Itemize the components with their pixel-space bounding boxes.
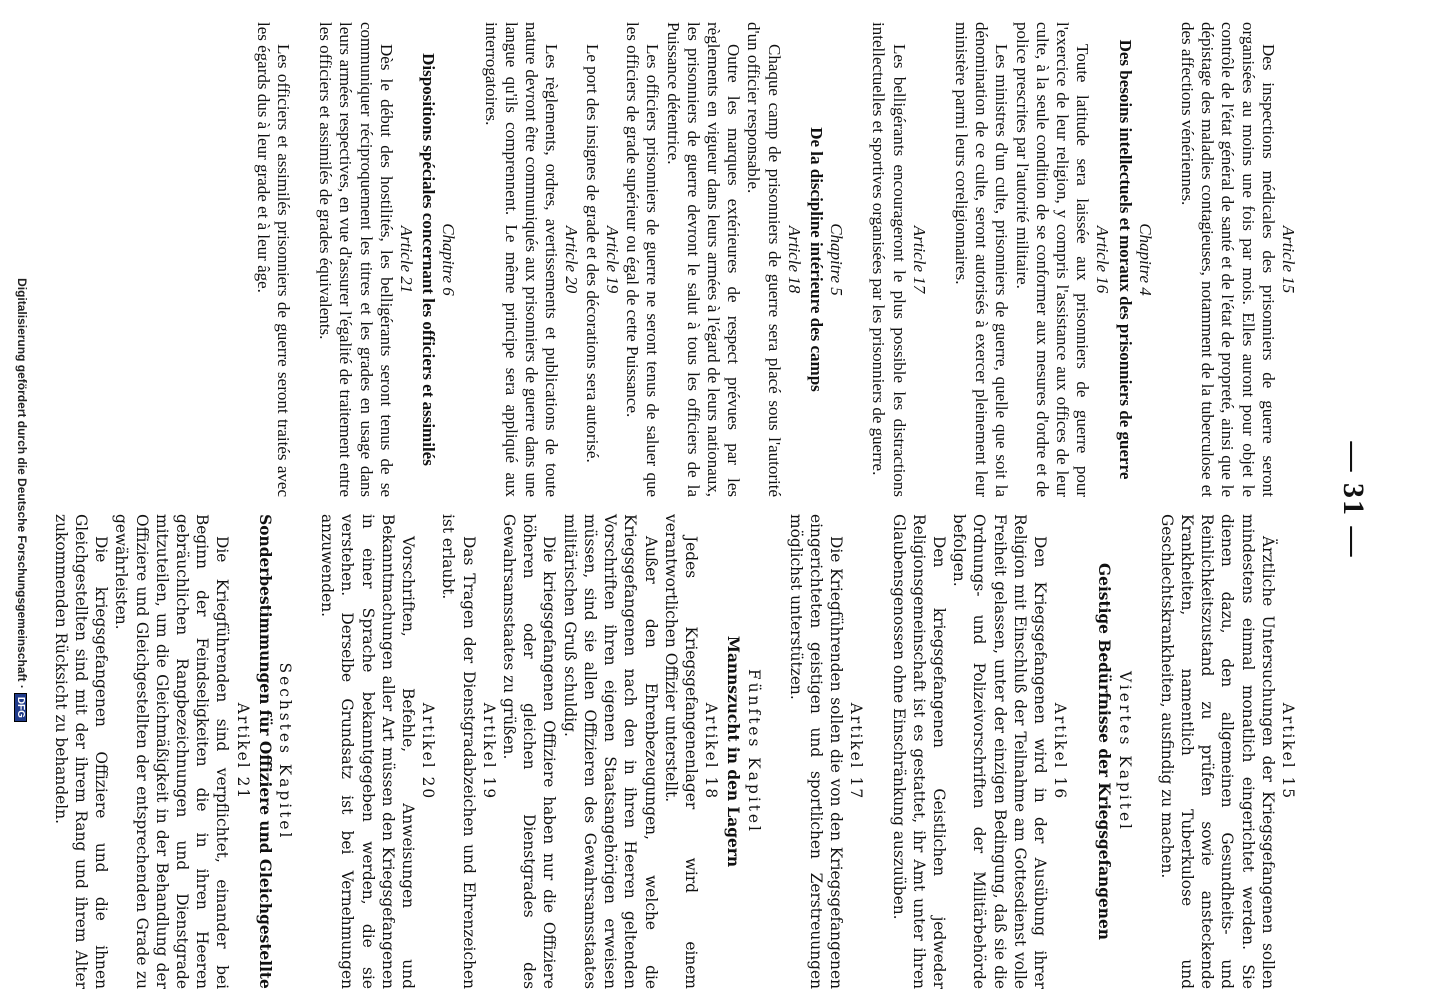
dfg-footer xyxy=(14,0,29,1000)
fr-article-15-title: Article 15 xyxy=(1279,225,1298,294)
dfg-logo: DFG xyxy=(14,693,27,722)
fr-article-18-text-3: Les officiers prisonniers de guerre ne seront tenus de saluer que les officiers de grade supérieur ou égal de cette Puissance. xyxy=(623,22,663,497)
de-chapter-4-title: Viertes Kapitel xyxy=(1115,671,1134,832)
de-article-20-title: Artikel 20 xyxy=(419,702,438,801)
de-article-18-text-3: Die kriegsgefangenen Offiziere haben nur die Offiziere höheren oder gleichen Dienstgrades des Gewahrsamsstaates zu grüßen. xyxy=(500,514,559,989)
fr-chapter-6-title: Chapitre 6 xyxy=(439,223,459,296)
de-article-16-text-1: Den Kriegsgefangenen wird in der Ausübung ihrer Religion mit Einschluß der Teilnahme am Gottesdienst volle Freiheit gelassen, unter der einzigen Bedingung, daß sie die Ordnungs- und Polizeivorschriften der Militärbehörde befolgen. xyxy=(950,514,1049,989)
de-chapter-5-subtitle: Mannszucht in den Lagern xyxy=(724,635,743,868)
de-article-18-title: Artikel 18 xyxy=(702,702,721,801)
de-article-17-text: Die Kriegführenden sollen die von den Kriegsgefangenen eingerichteten geistigen und sportlichen Zerstreuungen möglichst unterstützen. xyxy=(786,514,846,989)
page-number: — 31 — xyxy=(1337,441,1370,559)
de-article-15-text: Ärztliche Untersuchungen der Kriegsgefangenen sollen mindestens einmal monatlich eingerichtet werden. Sie dienen dazu, den allgemeinen Gesundheits- und Reinlichkeitszustand zu prüfen sowie ansteckende Krankheiten, namentlich Tuberkulose und Geschlechtskrankheiten, ausfindig zu machen. xyxy=(1157,514,1277,989)
fr-article-18-text-2: Outre les marques extérieures de respect prévues par les règlements en vigueur dans leurs armées à l'égard de leurs nationaux, les prisonniers de guerre devront le salut à tous les officiers de la Puissance détentrice. xyxy=(663,22,744,497)
de-chapter-4-subtitle: Geistige Bedürfnisse der Kriegsgefangenen xyxy=(1095,563,1114,940)
fr-chapter-5-subtitle: De la discipline intérieure des camps xyxy=(806,127,826,392)
de-article-21-text-2: Die kriegsgefangenen Offiziere und die ihnen Gleichgestellten sind mit der ihrem Rang und ihrem Alter zukommenden Rücksicht zu behandeln. xyxy=(51,514,111,989)
fr-article-16-text-1: Toute latitude sera laissée aux prisonniers de guerre pour l'exercice de leur religion, y compris l'assistance aux offices de leur culte, à la seule condition de se conformer aux mesures d'ordre et de police prescrites par l'autorité militaire. xyxy=(1012,22,1093,497)
fr-article-18-title: Article 18 xyxy=(784,225,804,294)
fr-article-20-text: Les règlements, ordres, avertissements et publications de toute nature devront être communiqués aux prisonniers de guerre dans une langue qu'ils comprennent. Le même principe sera appliqué aux interrogatoires. xyxy=(481,22,562,497)
de-article-21-title: Artikel 21 xyxy=(233,702,252,801)
de-article-16-title: Artikel 16 xyxy=(1051,702,1070,801)
de-article-20-text: Vorschriften, Befehle, Anweisungen und Bekanntmachungen aller Art müssen den Kriegsgefangenen in einer Sprache bekanntgegeben werden, die sie verstehen. Derselbe Grundsatz ist bei Vernehmungen anzuwenden. xyxy=(318,514,418,989)
de-chapter-6-subtitle: Sonderbestimmungen für Offiziere und Gleichgestellte xyxy=(255,514,274,989)
french-column xyxy=(253,22,1298,497)
fr-article-18-text-1: Chaque camp de prisonniers de guerre sera placé sous l'autorité d'un officier responsable. xyxy=(744,22,784,497)
fr-chapter-5-title: Chapitre 5 xyxy=(827,223,847,296)
de-article-19-text: Das Tragen der Dienstgradabzeichen und Ehrenzeichen ist erlaubt. xyxy=(439,514,478,989)
fr-article-16-title: Article 16 xyxy=(1093,225,1113,294)
fr-chapter-6-subtitle: Dispositions spéciales concernant les officiers et assimilés xyxy=(419,53,439,466)
fr-chapter-4-subtitle: Des besoins intellectuels et moraux des prisonniers de guerre xyxy=(1115,39,1135,480)
german-column xyxy=(51,514,1298,989)
fr-chapter-4-title: Chapitre 4 xyxy=(1135,223,1155,296)
de-article-17-title: Artikel 17 xyxy=(847,702,866,801)
fr-article-16-text-2: Les ministres d'un culte, prisonniers de guerre, quelle que soit la dénomination de ce culte, seront autorisés à exercer pleinement leur ministère parmi leurs coreligionnaires. xyxy=(951,22,1012,497)
de-article-21-text-1: Die Kriegführenden sind verpflichtet, einander bei Beginn der Feindseligkeiten die in ihren Heeren gebräuchlichen Rangbezeichnungen und Dienstgrade mitzuteilen, um die Gleichmäßigkeit in der Behandlung der Offiziere und Gleichgestellten der entsprechenden Grade zu gewährleisten. xyxy=(112,514,232,989)
de-chapter-5-title: Fünftes Kapitel xyxy=(744,669,763,834)
de-article-15-title: Artikel 15 xyxy=(1279,702,1297,801)
footer-text: Digitalisierung gefördert durch die Deutsche Forschungsgemeinschaft · xyxy=(15,278,29,689)
fr-article-19-text: Le port des insignes de grade et des décorations sera autorisé. xyxy=(582,44,602,463)
fr-article-21-title: Article 21 xyxy=(397,225,417,294)
de-article-19-title: Artikel 19 xyxy=(479,702,498,801)
fr-article-21-text-2: Les officiers et assimilés prisonniers de guerre seront traités avec les égards dus à leur grade et à leur âge. xyxy=(253,22,294,497)
fr-article-21-text-1: Dès le début des hostilités, les belligérants seront tenus de se communiquer réciproquement les titres et les grades en usage dans leurs armées respectives, en vue d'assurer l'égalité de traitement entre les officiers et assimilés de grades équivalents. xyxy=(316,22,396,497)
fr-article-19-title: Article 19 xyxy=(602,225,622,294)
de-chapter-6-title: Sechstes Kapitel xyxy=(276,662,295,841)
fr-article-17-title: Article 17 xyxy=(909,225,929,294)
de-article-18-text-1: Jedes Kriegsgefangenenlager wird einem verantwortlichen Offizier unterstellt. xyxy=(661,514,700,989)
fr-article-15-text: Des inspections médicales des prisonniers de guerre seront organisées au moins une fois par mois. Elles auront pour objet le contrôle de l'état général de santé et de l'état de propreté, ainsi que le dépistage des maladies contagieuses, notamment de la tuberculose et des affections vénériennes. xyxy=(1177,22,1278,497)
fr-article-20-title: Article 20 xyxy=(562,225,582,294)
de-article-16-text-2: Den kriegsgefangenen Geistlichen jedweder Religionsgemeinschaft ist es gestattet, ihr Amt unter ihren Glaubensgenossen ohne Einschränkung auszuüben. xyxy=(889,514,948,989)
fr-article-17-text: Les belligérants encourageront le plus possible les distractions intellectuelles et sportives organisées par les prisonniers de guerre. xyxy=(869,22,909,497)
de-article-18-text-2: Außer den Ehrenbezeugungen, welche die Kriegsgefangenen nach den in ihren Heeren geltenden Vorschriften ihren eigenen Staatsangehörigen erweisen müssen, sind sie allen Offizieren des Gewahrsamsstaates militärischen Gruß schuldig. xyxy=(560,514,660,989)
